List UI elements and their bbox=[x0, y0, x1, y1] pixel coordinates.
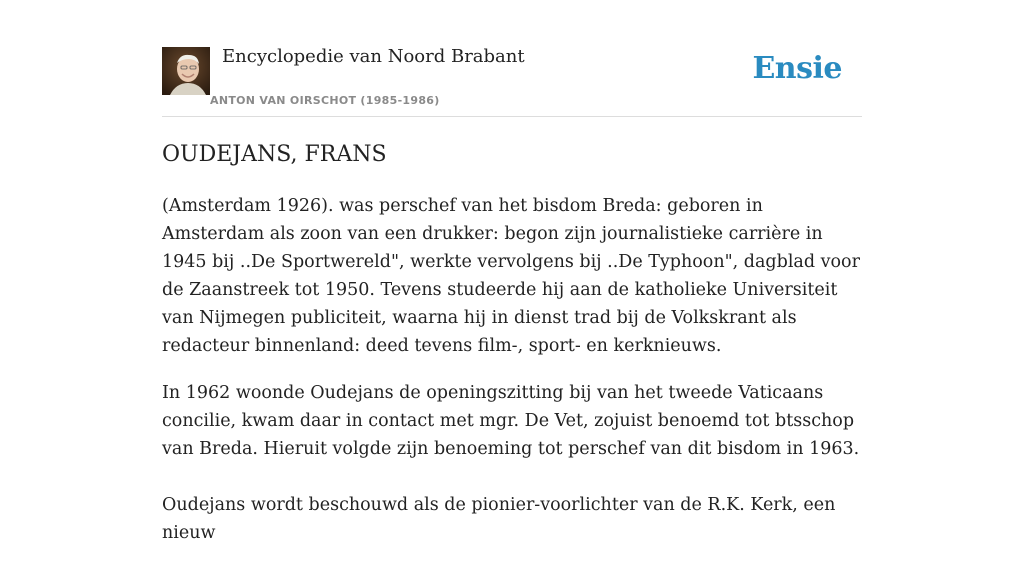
article-paragraph: Oudejans wordt beschouwd als de pionier-voorlichter van de R.K. Kerk, een nieuw bbox=[162, 495, 836, 543]
source-header bbox=[162, 46, 862, 117]
article-title: OUDEJANS, FRANS bbox=[162, 142, 387, 167]
author-avatar[interactable] bbox=[162, 47, 210, 95]
source-author: ANTON VAN OIRSCHOT (1985-1986) bbox=[210, 94, 440, 107]
author-photo-icon bbox=[162, 47, 210, 95]
article-paragraph: In 1962 woonde Oudejans de openingszitting bij van het tweede Vaticaans concilie, kwam daar in contact met mgr. De Vet, zojuist benoemd tot btsschop van Breda. Hieruit volgde zijn benoeming tot perschef van dit bisdom in 1963. bbox=[162, 383, 860, 459]
ensie-logo[interactable]: Ensie bbox=[752, 51, 842, 86]
article-body bbox=[162, 192, 862, 566]
source-title[interactable]: Encyclopedie van Noord Brabant bbox=[222, 46, 525, 67]
article-paragraph: (Amsterdam 1926). was perschef van het bisdom Breda: geboren in Amsterdam als zoon van een drukker: begon zijn journalistieke carrière in 1945 bij ..De Sportwereld", werkte vervolgens bij ..De Typhoon", dagblad voor de Zaanstreek tot 1950. Tevens studeerde hij aan de katholieke Universiteit van Nijmegen publiciteit, waarna hij in dienst trad bij de Volkskrant als redacteur binnenland: deed tevens film-, sport- en kerknieuws. bbox=[162, 196, 860, 356]
